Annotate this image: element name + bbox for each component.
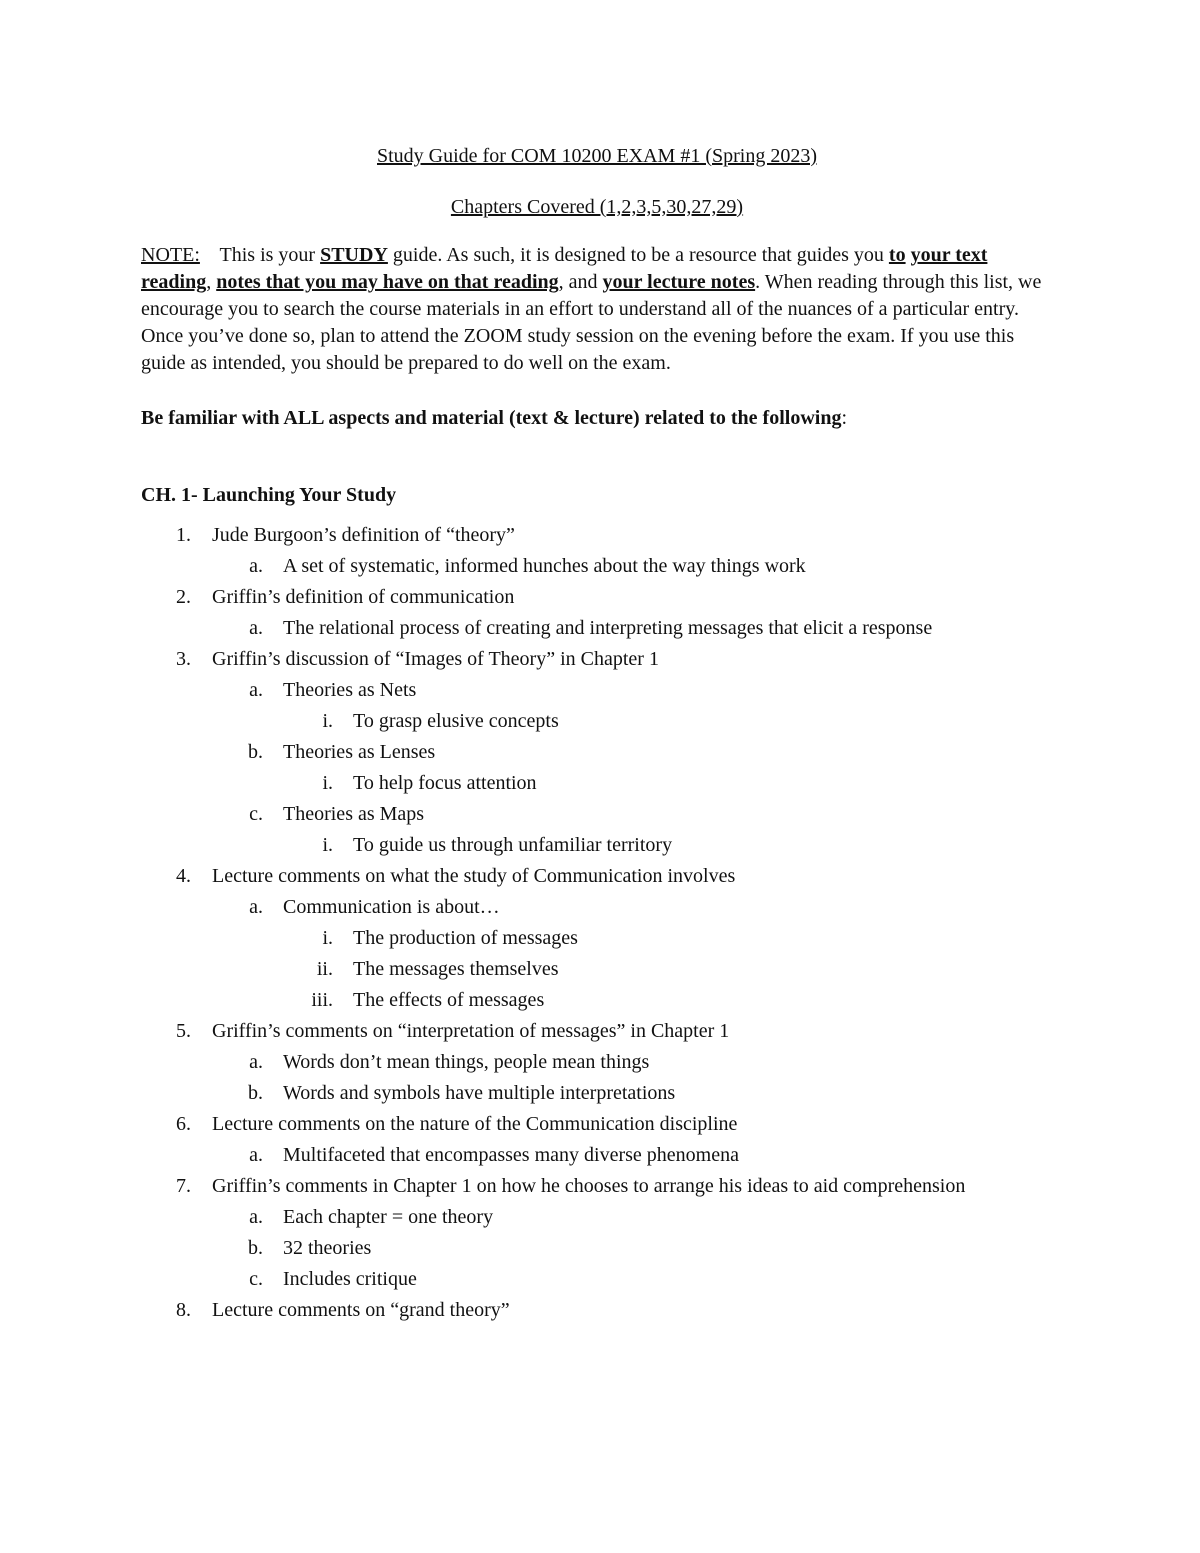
document-title: Study Guide for COM 10200 EXAM #1 (Spring 2023) <box>377 145 817 167</box>
familiar-statement <box>141 405 1053 432</box>
list-item: 1. Jude Burgoon’s definition of “theory” <box>176 524 515 546</box>
note-text-5: , <box>206 271 217 293</box>
list-item: a. Theories as Nets <box>249 679 417 701</box>
list-item: i. The production of messages <box>322 927 578 949</box>
familiar-bold: Be familiar with ALL aspects and material (text & lecture) related to the following <box>141 407 842 429</box>
list-item: 2. Griffin’s definition of communication <box>176 586 515 608</box>
list-item: c. Theories as Maps <box>249 803 425 825</box>
note-label: NOTE: <box>141 244 200 266</box>
note-text-6: , and <box>558 271 603 293</box>
note-to: to <box>888 244 906 266</box>
list-item: iii. The effects of messages <box>311 989 545 1011</box>
list-item: a. The relational process of creating and interpreting messages that elicit a response <box>249 617 933 639</box>
list-item: 4. Lecture comments on what the study of Communication involves <box>176 865 736 887</box>
document-page <box>141 143 1053 1326</box>
note-study: STUDY <box>320 244 388 266</box>
list-item: i. To help focus attention <box>322 772 537 794</box>
list-item: b. Theories as Lenses <box>248 741 436 763</box>
list-item: 8. Lecture comments on “grand theory” <box>176 1299 510 1321</box>
note-your-text: your text <box>910 244 988 266</box>
chapter-1-heading: CH. 1- Launching Your Study <box>141 484 397 506</box>
list-item: a. Each chapter = one theory <box>249 1206 494 1228</box>
list-item: i. To grasp elusive concepts <box>322 710 559 732</box>
note-text-2: guide. As such, it is designed to be a resource that guides you <box>387 244 889 266</box>
list-item: a. A set of systematic, informed hunches about the way things work <box>249 555 806 577</box>
list-item: 3. Griffin’s discussion of “Images of Theory” in Chapter 1 <box>176 648 659 670</box>
list-item: a. Multifaceted that encompasses many diverse phenomena <box>249 1144 739 1166</box>
list-item: ii. The messages themselves <box>316 958 559 980</box>
list-item: b. Words and symbols have multiple interpretations <box>248 1082 676 1104</box>
list-item: c. Includes critique <box>249 1268 417 1290</box>
list-item: a. Communication is about… <box>249 896 500 918</box>
chapter-1-list <box>141 520 1053 1326</box>
familiar-colon: : <box>841 407 848 429</box>
chapters-covered: Chapters Covered (1,2,3,5,30,27,29) <box>450 196 744 218</box>
list-item: 6. Lecture comments on the nature of the Communication discipline <box>176 1113 738 1135</box>
note-text-7: . When reading through this list, we encourage you to search the course materials in an effort to understand all of the nuances of a particular entry. Once you’ve done so, plan to attend the ZOOM study session on the evening before the exam. If you use this guide as intended, you should be prepared to do well on the exam. <box>141 271 1042 374</box>
note-text-1: This is your <box>219 244 321 266</box>
list-item: 5. Griffin’s comments on “interpretation of messages” in Chapter 1 <box>176 1020 730 1042</box>
note-lecture-notes: your lecture notes <box>602 271 756 293</box>
note-paragraph <box>141 242 1053 377</box>
note-reading: reading <box>141 271 207 293</box>
list-item: a. Words don’t mean things, people mean things <box>249 1051 650 1073</box>
list-item: b. 32 theories <box>248 1237 372 1259</box>
note-notes: notes that you may have on that reading <box>216 271 559 293</box>
list-item: 7. Griffin’s comments in Chapter 1 on how he chooses to arrange his ideas to aid comprehension <box>176 1175 966 1197</box>
list-item: i. To guide us through unfamiliar territory <box>322 834 673 856</box>
